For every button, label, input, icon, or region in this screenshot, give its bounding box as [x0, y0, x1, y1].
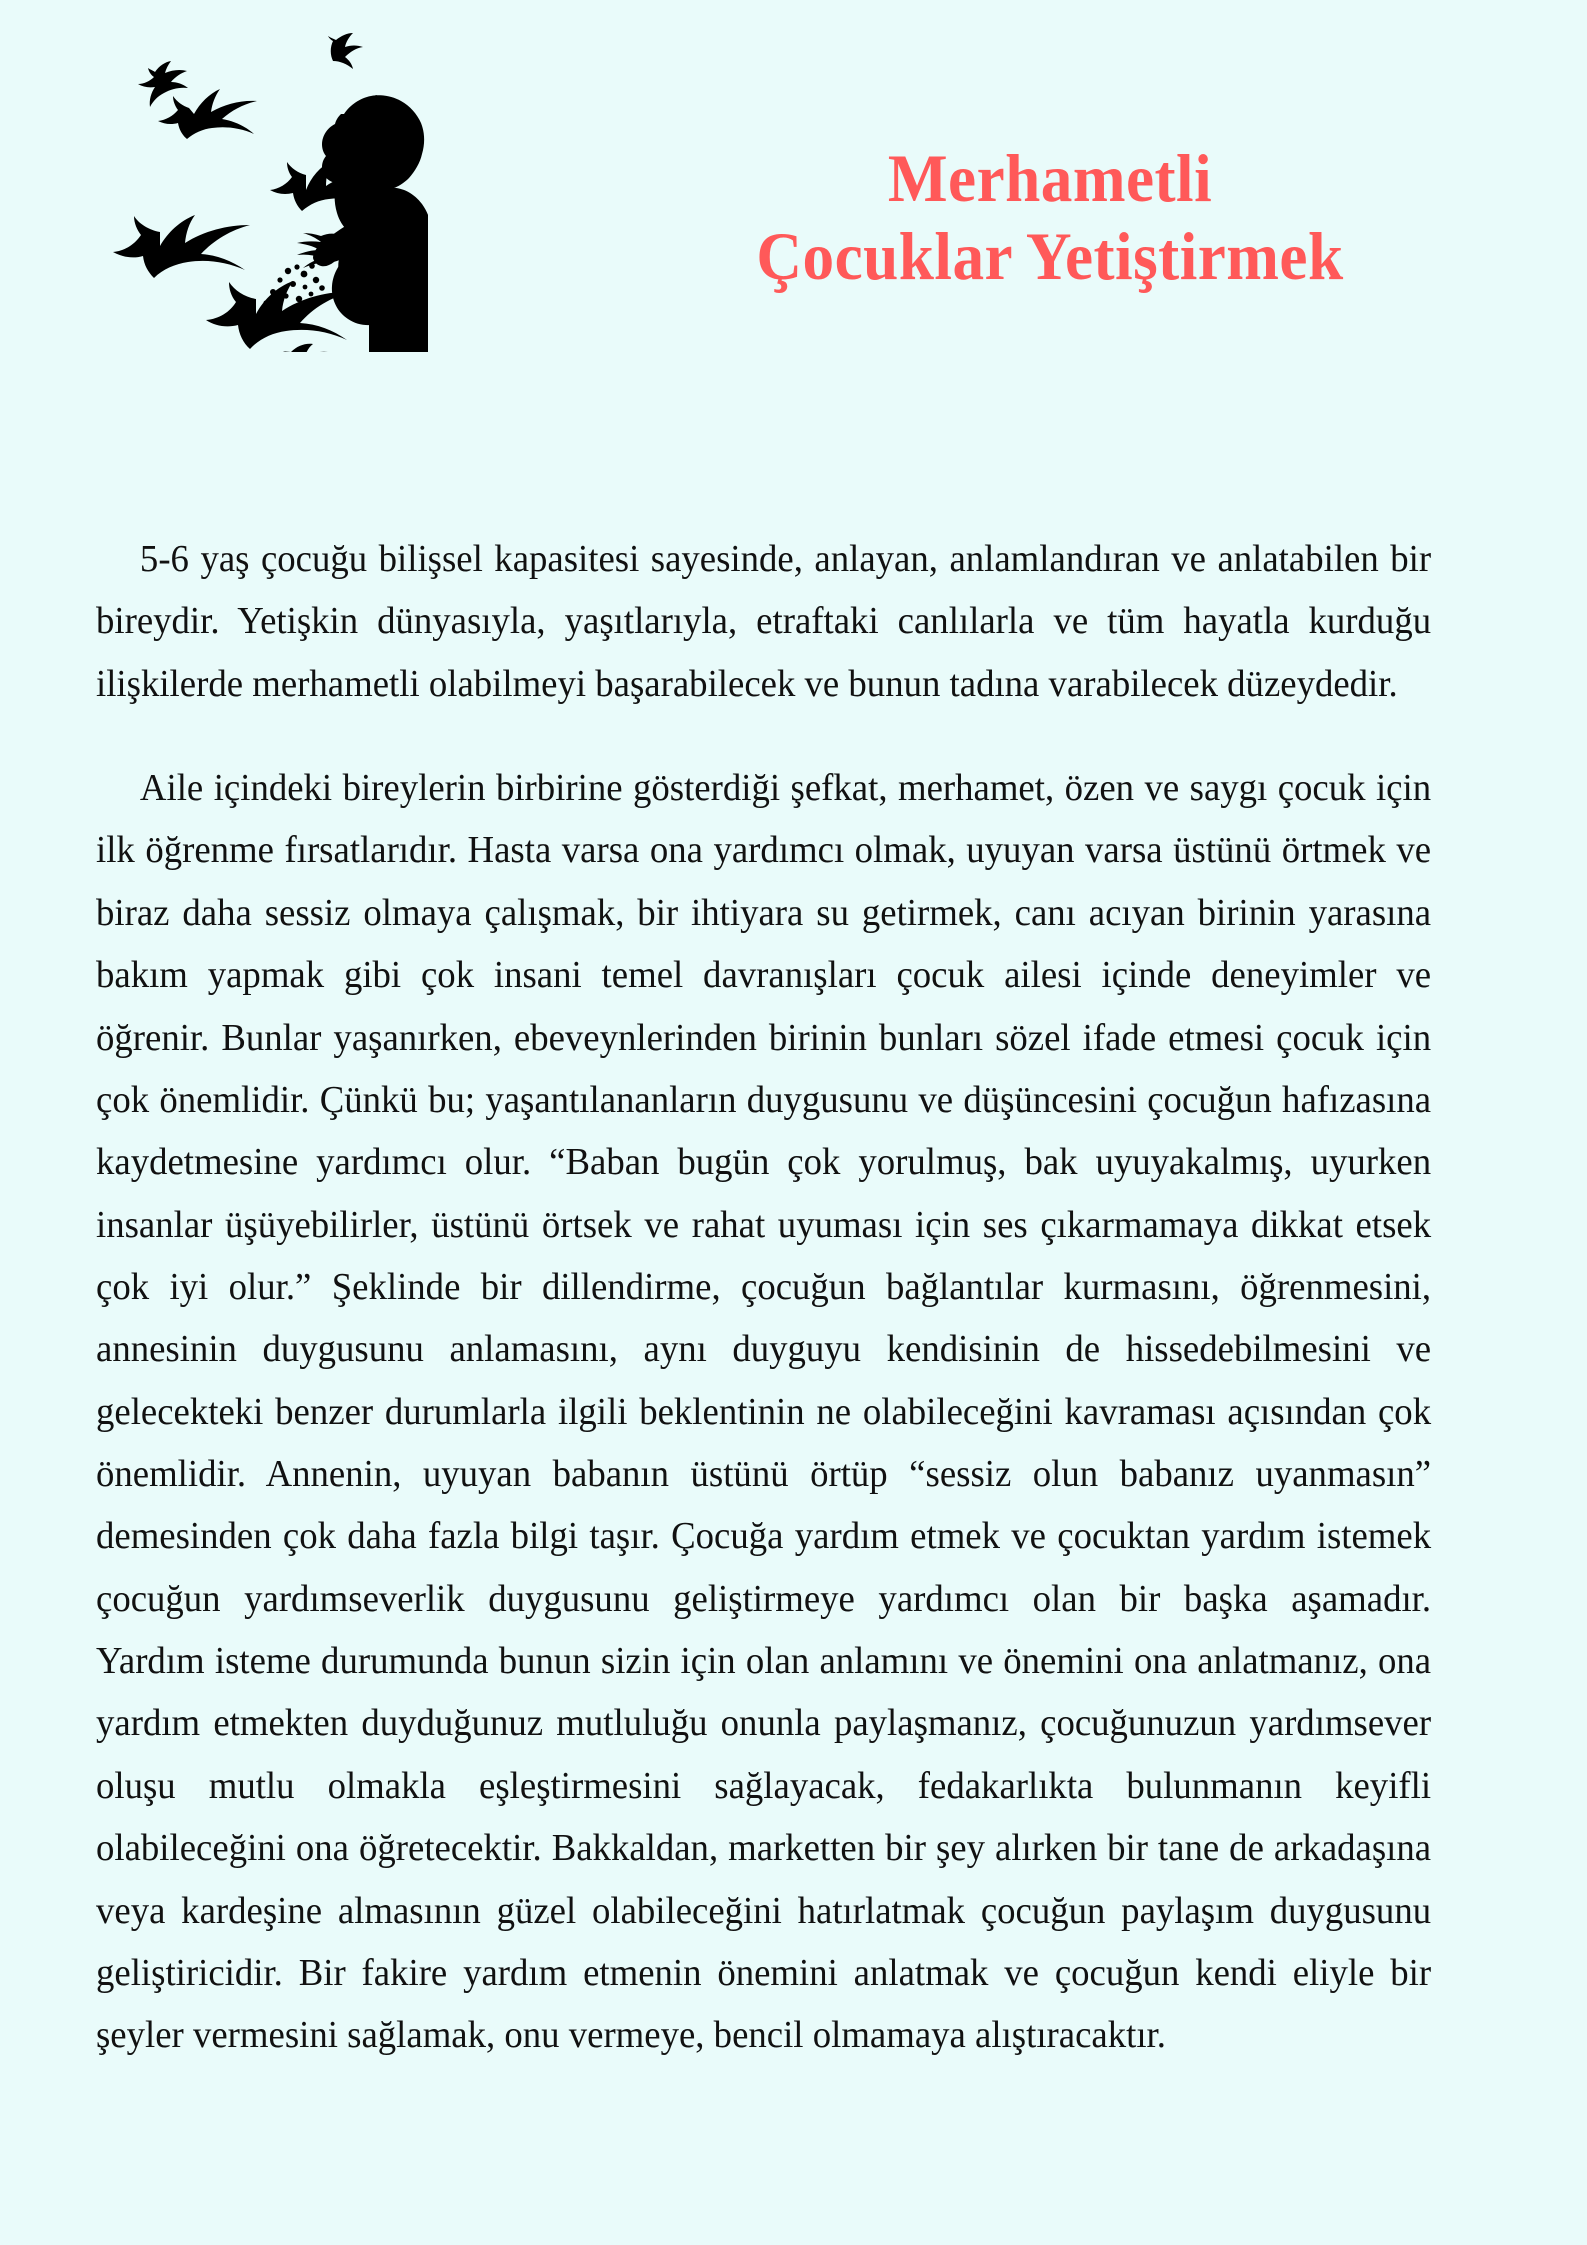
body-paragraph-1: 5-6 yaş çocuğu bilişsel kapasitesi sayesinde, anlayan, anlamlandıran ve anlatabilen bir bireydir. Yetişkin dünyasıyla, yaşıtlarıyla, etraftaki canlılarla ve tüm hayatla kurduğu ilişkilerde merhametli olabilmeyi başarabilecek ve bunun tadına varabilecek düzeydedir.	[96, 538, 1432, 705]
page-header	[0, 0, 1587, 520]
child-feeding-birds-silhouette-icon	[108, 22, 428, 352]
title-line-1: Merhametli	[887, 140, 1213, 216]
page-title	[640, 140, 1460, 295]
body-paragraph-2: Aile içindeki bireylerin birbirine gösterdiği şefkat, merhamet, özen ve saygı çocuk için ilk öğrenme fırsatlarıdır. Hasta varsa ona yardımcı olmak, uyuyan varsa üstünü örtmek ve biraz daha sessiz olmaya çalışmak, bir ihtiyara su getirmek, canı acıyan birinin yarasına bakım yapmak gibi çok insani temel davranışları çocuk ailesi içinde deneyimler ve öğrenir. Bunlar yaşanırken, ebeveynlerinden birinin bunları sözel ifade etmesi çocuk için çok önemlidir. Çünkü bu; yaşantılananların duygusunu ve düşüncesini çocuğun hafızasına kaydetmesine yardımcı olur. “Baban bugün çok yorulmuş, bak uyuyakalmış, uyurken insanlar üşüyebilirler, üstünü örtsek ve rahat uyuması için ses çıkarmamaya dikkat etsek çok iyi olur.” Şeklinde bir dillendirme, çocuğun bağlantılar kurmasını, öğrenmesini, annesinin duygusunu anlamasını, aynı duyguyu kendisinin de hissedebilmesini ve gelecekteki benzer durumlarla ilgili beklentinin ne olabileceğini kavraması açısından çok önemlidir. Annenin, uyuyan babanın üstünü örtüp “sessiz olun babanız uyanmasın” demesinden çok daha fazla bilgi taşır. Çocuğa yardım etmek ve çocuktan yardım istemek çocuğun yardımseverlik duygusunu geliştirmeye yardımcı olan bir başka aşamadır. Yardım isteme durumunda bunun sizin için olan anlamını ve önemini ona anlatmanız, ona yardım etmekten duyduğunuz mutluluğu onunla paylaşmanız, çocuğunuzun yardımsever oluşu mutlu olmakla eşleştirmesini sağlayacak, fedakarlıkta bulunmanın keyifli olabileceğini ona öğretecektir. Bakkaldan, marketten bir şey alırken bir tane de arkadaşına veya kardeşine almasının güzel olabileceğini hatırlatmak çocuğun paylaşım duygusunu geliştiricidir. Bir fakire yardım etmenin önemini anlatmak ve çocuğun kendi eliyle bir şeyler vermesini sağlamak, onu vermeye, bencil olmamaya alıştıracaktır.	[96, 767, 1432, 2057]
title-line-2: Çocuklar Yetiştirmek	[756, 217, 1344, 294]
article-body	[96, 528, 1494, 2067]
